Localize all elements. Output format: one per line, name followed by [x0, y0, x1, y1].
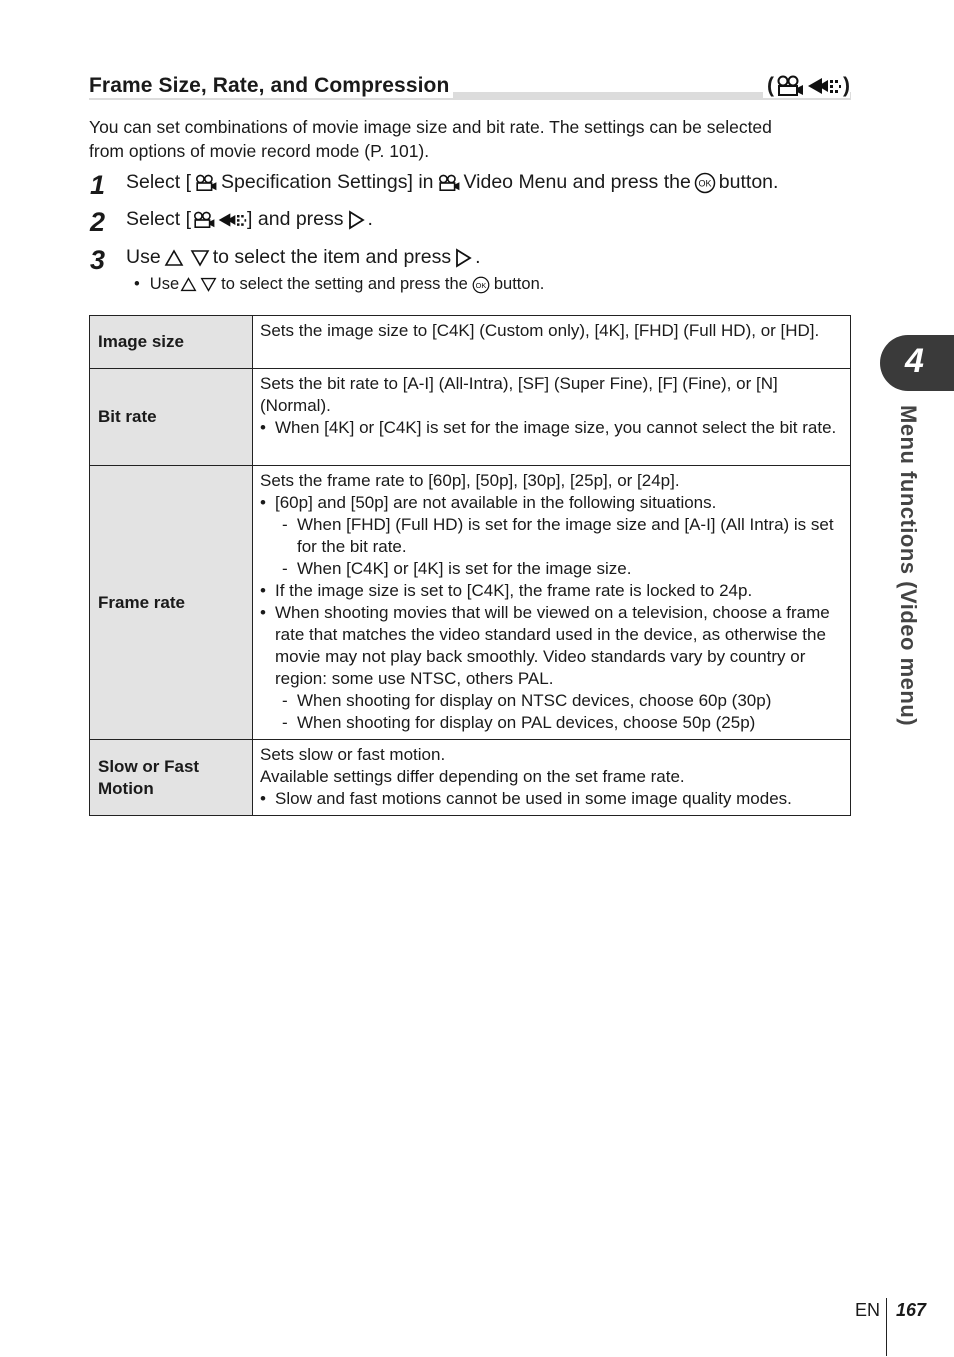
paren-close: ) [843, 74, 850, 97]
ok-button-icon [694, 172, 716, 194]
section-title-icons [763, 74, 850, 98]
intro-paragraph: You can set combinations of movie image size and bit rate. The settings can be selected from options of movie record mode (P. 101). [89, 117, 772, 161]
bullet-text: Slow and fast motions cannot be used in some image quality modes. [275, 789, 792, 808]
bullet-text: When shooting movies that will be viewed on a television, choose a frame rate that matches the video standard used in the device, as otherwise the movie may not play back smoothly. Video standards vary by country or region: some use NTSC, others PAL. [275, 603, 830, 688]
video-camera-icon [192, 209, 216, 231]
step-1-number: 1 [90, 170, 106, 200]
row-label-bit-rate: Bit rate [90, 369, 253, 466]
step-2-part-3: . [367, 208, 373, 230]
down-arrow-icon [190, 248, 210, 268]
step-2-number: 2 [90, 207, 106, 237]
footer-language: EN [855, 1300, 881, 1320]
step-1-text [126, 171, 778, 194]
bullet-text: When [4K] or [C4K] is set for the image size, you cannot select the bit rate. [275, 418, 837, 437]
section-title: Frame Size, Rate, and Compression [89, 74, 453, 98]
svg-text:OK: OK [698, 178, 712, 188]
dash-item [260, 690, 840, 712]
video-camera-icon [775, 75, 805, 97]
right-arrow-icon [347, 209, 365, 231]
row-desc-slow-fast [253, 740, 851, 816]
video-camera-icon [194, 172, 218, 194]
step-3-part-2: to select the item and press [212, 246, 452, 268]
desc-text: Sets slow or fast motion. [260, 745, 446, 764]
up-arrow-icon [180, 276, 197, 293]
row-desc-bit-rate [253, 369, 851, 466]
row-desc-frame-rate [253, 466, 851, 740]
dash-marker: - [282, 713, 288, 732]
desc-text: Available settings differ depending on the set frame rate. [260, 767, 685, 786]
ok-button-icon [472, 276, 490, 294]
step-3-number: 3 [90, 245, 106, 275]
table-row [90, 740, 851, 816]
substep-part-3: button. [493, 275, 545, 293]
bullet-text: If the image size is set to [C4K], the frame rate is locked to 24p. [275, 581, 753, 600]
bullet-marker: • [260, 603, 266, 622]
dash-text: When [FHD] (Full HD) is set for the image size and [A-I] (All Intra) is set for the bit rate. [297, 515, 834, 556]
substep-text [134, 275, 544, 294]
down-arrow-icon [200, 276, 217, 293]
bullet-text: [60p] and [50p] are not available in the following situations. [275, 493, 717, 512]
dash-item [260, 514, 840, 558]
right-arrow-icon [454, 247, 472, 269]
table-row [90, 369, 851, 466]
paren-open: ( [767, 74, 774, 97]
compression-icon [806, 75, 842, 97]
bullet-marker: • [260, 581, 266, 600]
settings-table [89, 315, 851, 816]
dash-text: When shooting for display on NTSC devices, choose 60p (30p) [297, 691, 772, 710]
step-1-part-4: button. [718, 171, 779, 193]
step-1-part-3: Video Menu and press the [463, 171, 691, 193]
dash-marker: - [282, 691, 288, 710]
bullet-marker: • [260, 418, 266, 437]
row-desc-image-size [253, 316, 851, 369]
up-arrow-icon [164, 248, 184, 268]
step-1-part-2: Specification Settings] in [221, 171, 434, 193]
bullet-item [260, 580, 840, 602]
bullet-item [260, 602, 840, 690]
svg-text:OK: OK [475, 280, 487, 290]
step-3-text [126, 246, 481, 269]
desc-text: Sets the bit rate to [A-I] (All-Intra), [SF] (Super Fine), [F] (Fine), or [N] (Normal). [260, 374, 778, 415]
substep-bullet: • [134, 275, 140, 293]
desc-text: Sets the frame rate to [60p], [50p], [30p], [25p], or [24p]. [260, 471, 680, 490]
bullet-item [260, 417, 840, 439]
page-number: 167 [896, 1300, 927, 1320]
bullet-item [260, 788, 840, 810]
footer-divider [886, 1298, 887, 1356]
bullet-item [260, 492, 840, 514]
bullet-marker: • [260, 789, 266, 808]
dash-item [260, 712, 840, 734]
chapter-title: Menu functions (Video menu) [896, 405, 921, 727]
video-camera-icon [437, 172, 461, 194]
chapter-number: 4 [905, 342, 924, 380]
row-label-image-size: Image size [90, 316, 253, 369]
row-label-frame-rate: Frame rate [90, 466, 253, 740]
dash-marker: - [282, 559, 288, 578]
desc-text: Sets the image size to [C4K] (Custom only), [4K], [FHD] (Full HD), or [HD]. [260, 321, 820, 340]
compression-icon [217, 209, 247, 231]
step-3-part-1: Use [126, 246, 161, 268]
substep-part-2: to select the setting and press the [221, 275, 468, 293]
step-1-part-1: Select [ [126, 171, 192, 193]
substep-part-1: Use [149, 275, 180, 293]
bullet-marker: • [260, 493, 266, 512]
step-2-text [126, 208, 373, 231]
dash-text: When shooting for display on PAL devices, choose 50p (25p) [297, 713, 756, 732]
row-label-slow-fast: Slow or Fast Motion [90, 740, 253, 816]
table-row [90, 316, 851, 369]
step-2-part-2: ] and press [247, 208, 344, 230]
dash-item [260, 558, 840, 580]
dash-marker: - [282, 515, 288, 534]
step-2-part-1: Select [ [126, 208, 192, 230]
table-row [90, 466, 851, 740]
dash-text: When [C4K] or [4K] is set for the image size. [297, 559, 632, 578]
step-3-part-3: . [475, 246, 481, 268]
